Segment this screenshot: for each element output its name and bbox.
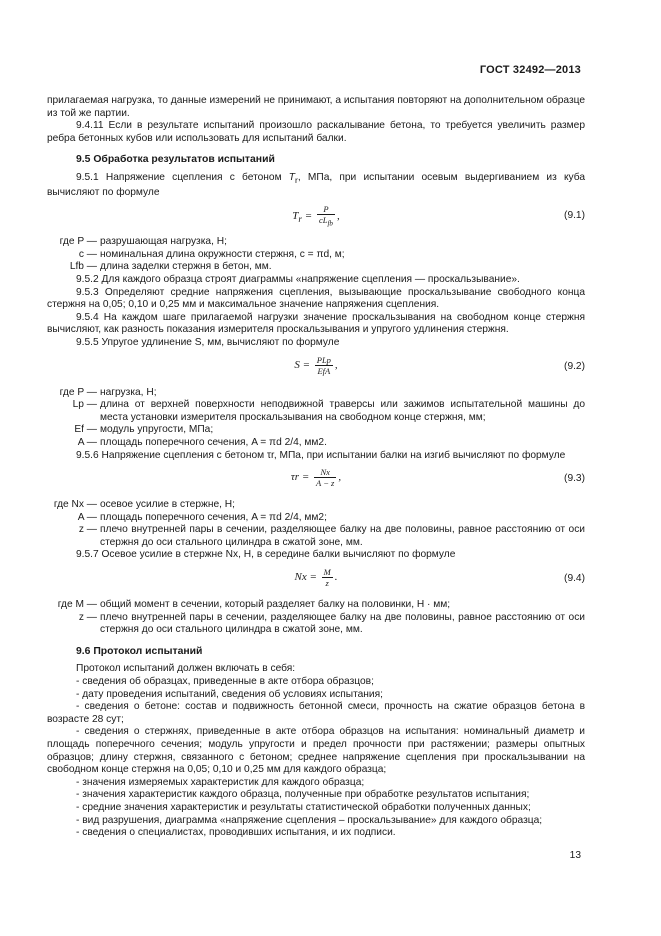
formula-9-1-numerator: P — [317, 204, 335, 215]
definition-term: z — — [78, 524, 97, 536]
formula-9-3-numerator: Nx — [314, 467, 336, 478]
definition-text: модуль упругости, МПа; — [100, 424, 214, 436]
paragraph-9-5-2: 9.5.2 Для каждого образца строят диаграммы «напряжение сцепления — проскальзывание». — [76, 273, 520, 285]
p951-subscript: r — [295, 175, 298, 185]
p951-symbol: T — [288, 171, 296, 183]
definition-row — [47, 512, 585, 525]
definition-term: где P — — [59, 236, 97, 248]
formula-9-2-number: (9.2) — [564, 360, 585, 372]
formula-9-1-lhs: T — [292, 210, 299, 223]
definition-text: плечо внутренней пары в сечении, разделяющее балку на две половины, равное расстоянию от оси стержня до оси стального цилиндра в сжатой зоне, мм. — [100, 611, 585, 636]
page-content — [47, 95, 585, 840]
paragraph-9-5-6: 9.5.6 Напряжение сцепления с бетоном τr, МПа, при испытании балки на изгиб вычисляют по формуле — [76, 449, 566, 461]
formula-9-1-number: (9.1) — [564, 210, 585, 222]
definition-text: длина заделки стержня в бетон, мм. — [100, 261, 272, 273]
definition-text: площадь поперечного сечения, A = πd 2/4, мм2; — [100, 511, 327, 523]
definition-text: разрушающая нагрузка, Н; — [100, 236, 227, 248]
definition-text: нагрузка, Н; — [100, 386, 157, 398]
definitions-9-2 — [47, 387, 585, 450]
section-9-5-title: 9.5 Обработка результатов испытаний — [76, 154, 275, 166]
formula-9-1-lhs-sub: r — [298, 214, 302, 225]
formula-9-2-lhs: S — [294, 358, 300, 371]
formula-9-4-numerator: M — [323, 567, 331, 578]
definition-term: z — — [78, 611, 97, 623]
definition-term: A — — [77, 511, 97, 523]
formula-9-1-denominator: cL — [318, 215, 328, 226]
paragraph-9-5-7: 9.5.7 Осевое усилие в стержне Nx, Н, в середине балки вычисляют по формуле — [76, 549, 456, 561]
list-item: - значения характеристик каждого образца, полученные при обработке результатов испытания; — [76, 789, 530, 801]
list-item: - сведения о специалистах, проводивших испытания, и их подписи. — [76, 827, 396, 839]
p951-text-b: , МПа, при испытании осевым выдергиванием из куба вычисляют по формуле — [47, 171, 585, 198]
protocol-lead: Протокол испытаний должен включать в себя: — [76, 663, 296, 675]
definition-row — [47, 387, 585, 400]
formula-9-4-denominator: z — [325, 578, 329, 589]
definition-term: где P — — [59, 386, 97, 398]
definition-row — [47, 236, 585, 249]
definition-row — [47, 437, 585, 450]
paragraph-9-5-1 — [47, 172, 585, 199]
list-item: - вид разрушения, диаграмма «напряжение сцепления – проскальзывание» для каждого образца; — [76, 814, 543, 826]
definition-row — [47, 612, 585, 637]
definitions-9-4 — [47, 599, 585, 637]
definition-row — [47, 399, 585, 424]
definition-text: общий момент в сечении, который разделяет балку на половинки, Н · мм; — [100, 599, 451, 611]
definition-row — [47, 261, 585, 274]
definition-text: осевое усилие в стержне, Н; — [100, 499, 235, 511]
list-item: - дату проведения испытаний, сведения об условиях испытания; — [76, 688, 383, 700]
definition-term: где Nx — — [53, 499, 97, 511]
standard-header: ГОСТ 32492—2013 — [479, 64, 581, 76]
definition-term: c — — [78, 248, 97, 260]
p951-text-a: 9.5.1 Напряжение сцепления с бетоном — [76, 171, 289, 183]
formula-9-3-lhs: τr — [290, 471, 300, 484]
definitions-9-3 — [47, 499, 585, 549]
intro-paragraph: прилагаемая нагрузка, то данные измерений не принимают, а испытания повторяют на дополнительном образце из той же партии. — [47, 95, 585, 119]
formula-9-3-number: (9.3) — [564, 473, 585, 485]
definition-text: номинальная длина окружности стержня, c = πd, м; — [100, 248, 345, 260]
list-item: - сведения о стержнях, приведенные в акте отбора образцов на испытания: номинальный диаметр и площадь поперечного сечения; модуль упругости и предел прочности при растяжении; размеры опытных образцов; длину стержня, связанного с бетоном; среднее напряжение сцепления при проскальзывании на свободном конце стержня на 0,05; 0,10 и 0,25 мм для каждого образца; — [47, 726, 585, 776]
definition-term: Lp — — [72, 399, 97, 411]
list-item: - сведения о бетоне: состав и подвижность бетонной смеси, прочность на сжатие образцов бетона в возрасте 28 сут; — [47, 701, 585, 725]
paragraph-9-5-5: 9.5.5 Упругое удлинение S, мм, вычисляют по формуле — [76, 336, 340, 348]
definition-term: Lfb — — [69, 261, 97, 273]
formula-9-1: $T_r$ = $\frac{P}{cL_{fb}}$ , (9.1) — [292, 204, 585, 228]
definition-row — [47, 599, 585, 612]
formula-9-2: S = $\frac{\text{PLp}}{\text{EfA}}$ , (9.2) — [294, 354, 585, 376]
definition-text: плечо внутренней пары в сечении, разделяющее балку на две половины, равное расстоянию от оси стержня до оси стального цилиндра в сжатой зоне, мм. — [100, 524, 585, 548]
paragraph-9-4-11: 9.4.11 Если в результате испытаний произошло раскалывание бетона, то требуется увеличить размер ребра бетонных кубов или использовать для испытаний балки. — [47, 120, 585, 144]
section-9-6-title: 9.6 Протокол испытаний — [76, 645, 203, 657]
definition-row — [47, 249, 585, 262]
formula-9-4-lhs: Nx — [294, 571, 307, 584]
definition-text: площадь поперечного сечения, A = πd 2/4, мм2. — [100, 436, 327, 448]
formula-9-4: Nx = $\frac{M}{z}$ . (9.4) — [294, 567, 585, 589]
list-item: - средние значения характеристик и результаты статистической обработки полученных данных; — [76, 801, 531, 813]
formula-9-2-numerator: PLp — [316, 354, 331, 365]
definitions-9-1 — [47, 236, 585, 274]
paragraph-9-5-4: 9.5.4 На каждом шаге прилагаемой нагрузки значение проскальзывания на свободном конце стержня вычисляют, как разность показания измерителя проскальзывания и упругого удлинения стержня. — [47, 311, 585, 336]
formula-9-3: τr = $\frac{Nx}{A - z}$ , (9.3) — [290, 467, 585, 489]
definition-text: длина от верхней поверхности неподвижной траверсы или зажимов испытательной машины до места установки измерителя проскальзывания на свободном конце стержня, мм; — [100, 399, 585, 423]
definition-row — [47, 424, 585, 437]
definition-row — [47, 524, 585, 549]
definition-row — [47, 499, 585, 512]
paragraph-9-5-3: 9.5.3 Определяют средние напряжения сцепления, вызывающие проскальзывание свободного конца стержня на 0,05; 0,10 и 0,25 мм и максимальное значение напряжения сцепления. — [47, 286, 585, 311]
list-item: - значения измеряемых характеристик для каждого образца; — [76, 776, 365, 788]
formula-9-1-den-sub: fb — [327, 219, 333, 228]
definition-term: где M — — [57, 599, 97, 611]
formula-9-2-denominator: EfA — [317, 365, 331, 376]
definition-term: A — — [77, 436, 97, 448]
formula-9-3-denominator: A − z — [316, 478, 335, 489]
list-item: - сведения об образцах, приведенные в акте отбора образцов; — [76, 676, 374, 688]
page-number: 13 — [569, 850, 581, 861]
protocol-list — [47, 676, 585, 840]
formula-9-4-number: (9.4) — [564, 573, 585, 585]
definition-term: Ef — — [74, 424, 97, 436]
